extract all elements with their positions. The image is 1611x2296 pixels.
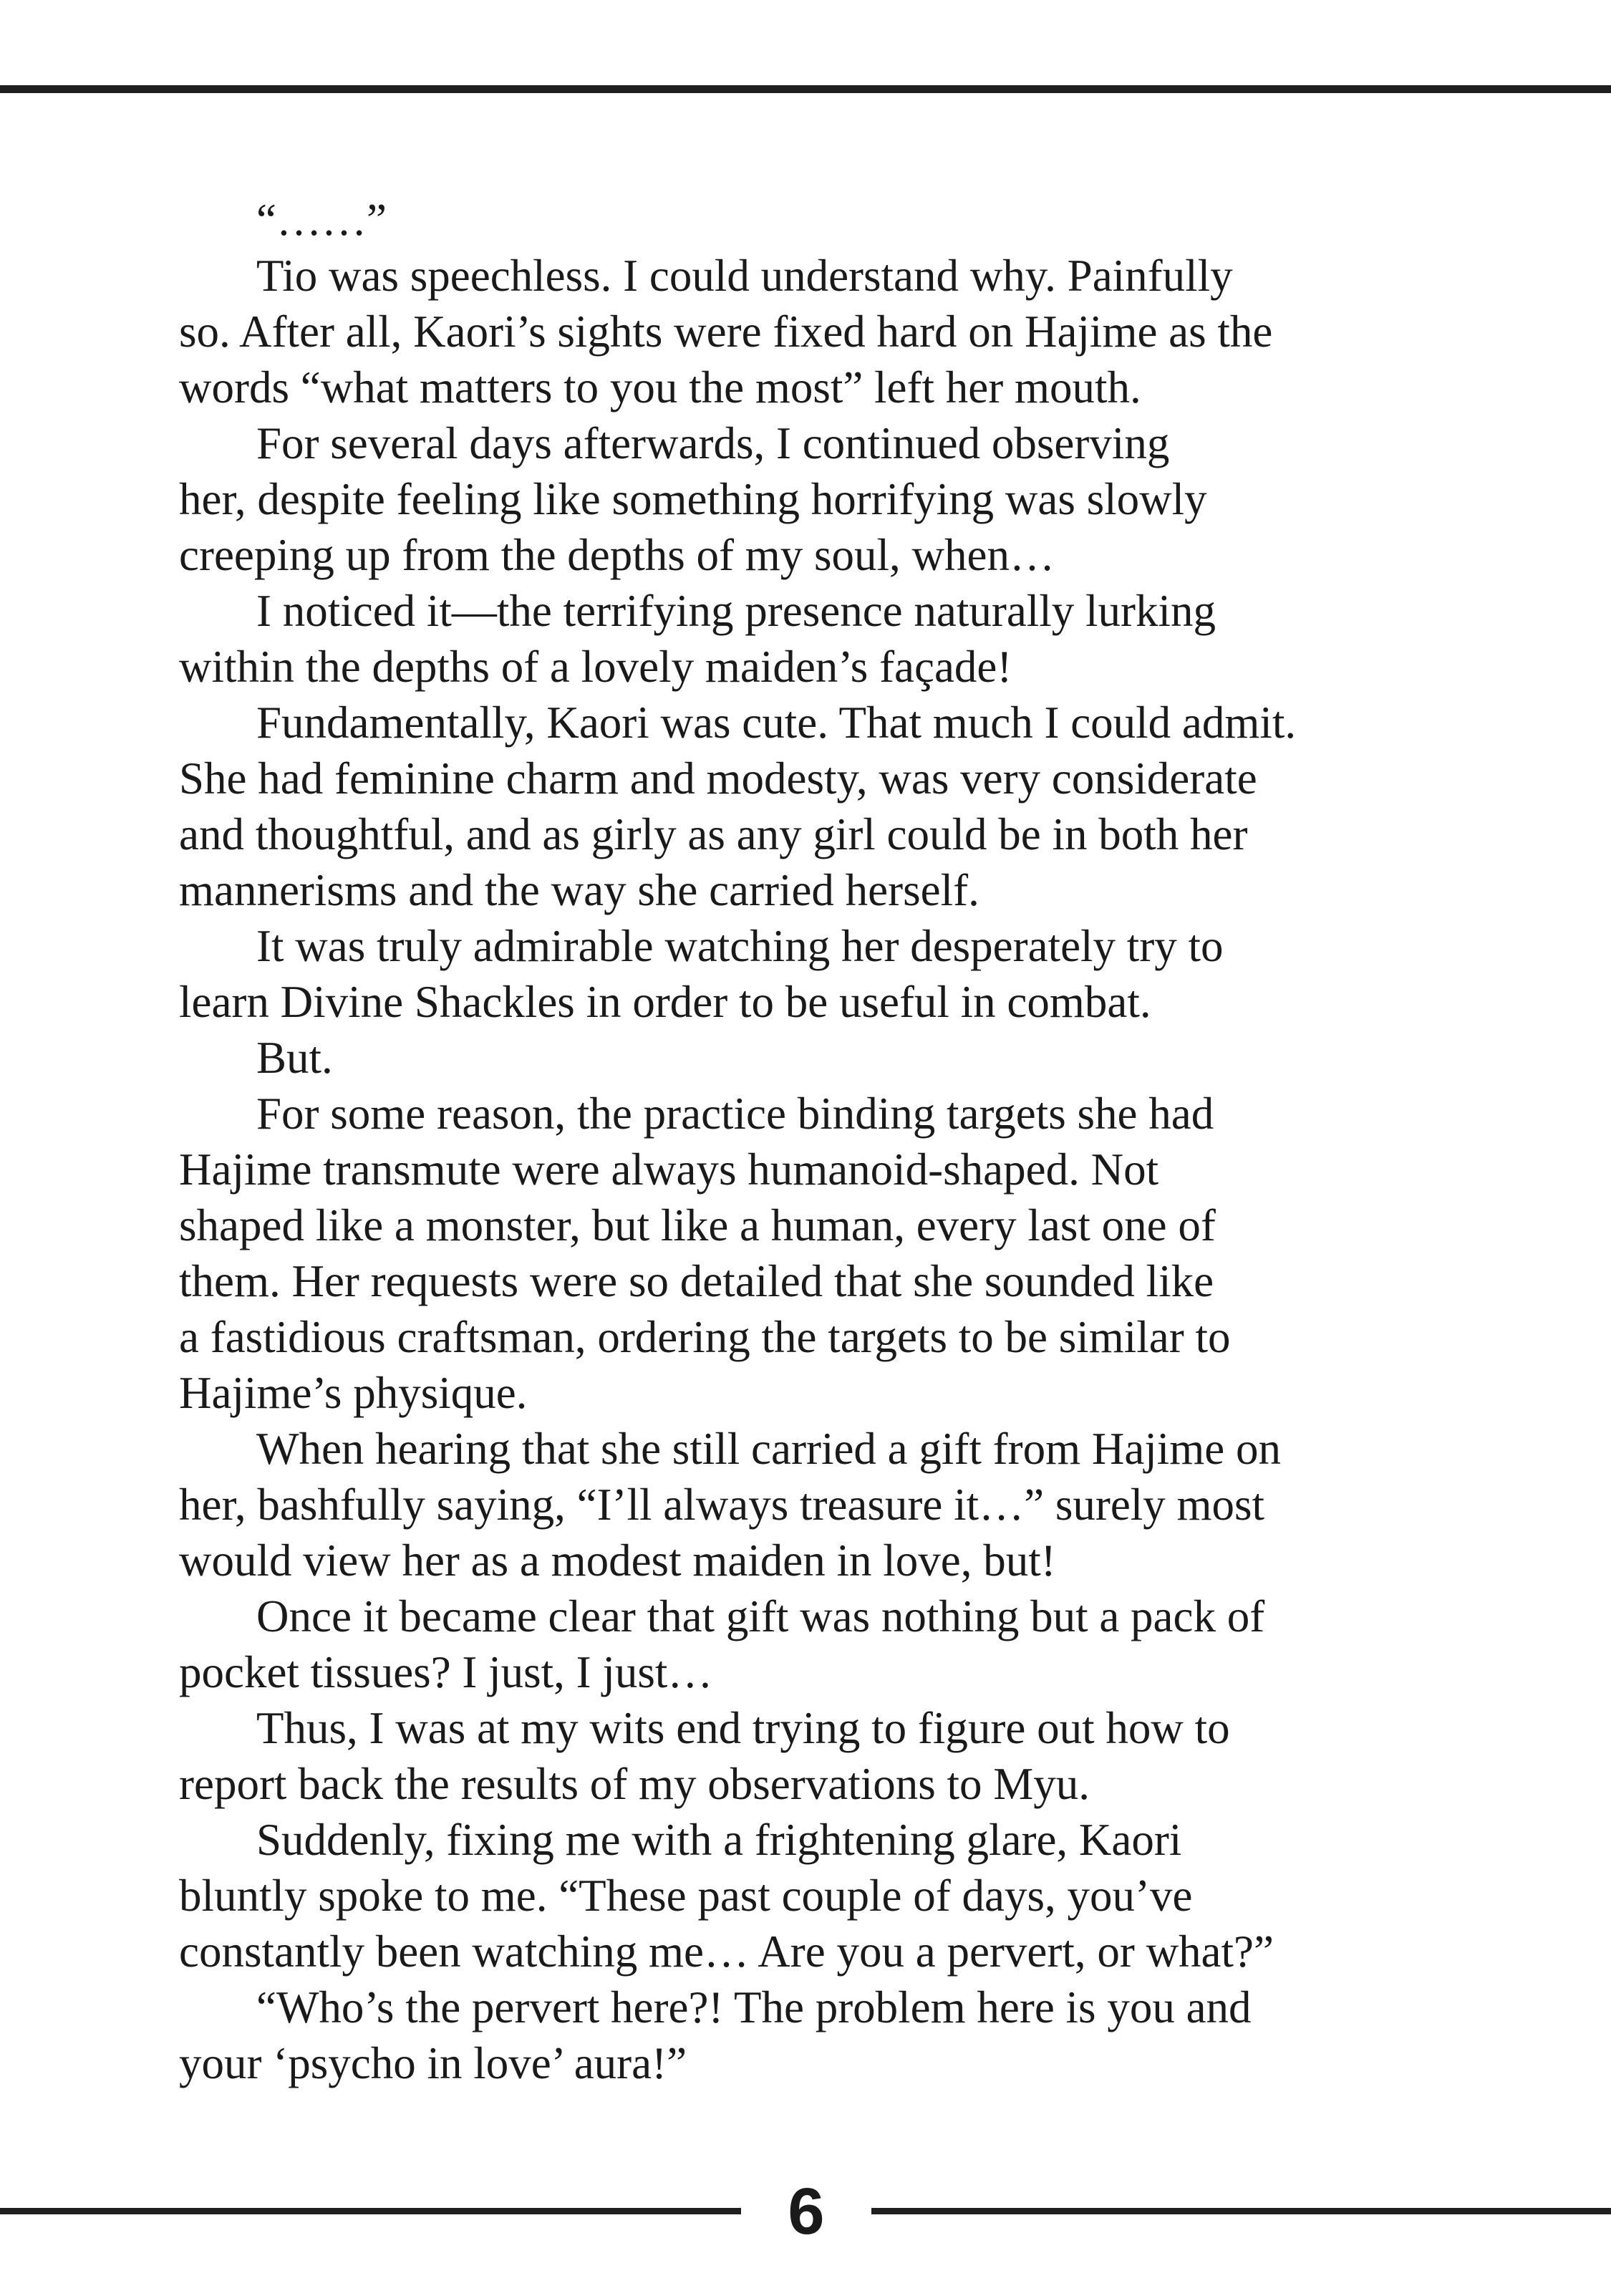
text-line: Thus, I was at my wits end trying to figure out how to [256, 1703, 1230, 1753]
text-line: Hajime’s physique. [179, 1368, 528, 1418]
text-line: For some reason, the practice binding targets she had [256, 1089, 1214, 1139]
text-line: would view her as a modest maiden in love, but! [179, 1535, 1056, 1586]
text-line: within the depths of a lovely maiden’s façade! [179, 642, 1012, 692]
text-line: and thoughtful, and as girly as any girl could be in both her [179, 809, 1248, 859]
text-line: mannerisms and the way she carried herself. [179, 865, 979, 915]
text-line: When hearing that she still carried a gift from Hajime on [256, 1424, 1282, 1474]
text-line: Tio was speechless. I could understand why. Painfully [256, 251, 1233, 301]
page-text [179, 192, 1382, 2091]
text-line: her, bashfully saying, “I’ll always treasure it…” surely most [179, 1480, 1265, 1530]
text-line: them. Her requests were so detailed that she sounded like [179, 1256, 1214, 1306]
text-line: “Who’s the pervert here?! The problem here is you and [256, 1982, 1252, 2032]
text-line: pocket tissues? I just, I just… [179, 1647, 713, 1697]
top-border-rule [0, 85, 1611, 93]
text-line: She had feminine charm and modesty, was very considerate [179, 753, 1257, 804]
text-line: learn Divine Shackles in order to be useful in combat. [179, 977, 1151, 1027]
page-number: 6 [788, 2175, 825, 2248]
text-line: creeping up from the depths of my soul, when… [179, 530, 1055, 580]
text-line: For several days afterwards, I continued observing [256, 418, 1170, 468]
text-line: bluntly spoke to me. “These past couple of days, you’ve [179, 1871, 1193, 1921]
text-line: your ‘psycho in love’ aura!” [179, 2038, 687, 2088]
text-line: a fastidious craftsman, ordering the targets to be similar to [179, 1312, 1231, 1362]
text-line: her, despite feeling like something horrifying was slowly [179, 474, 1207, 524]
text-line: “……” [256, 195, 387, 245]
footer-rule-left [0, 2208, 741, 2214]
text-line: Fundamentally, Kaori was cute. That much I could admit. [256, 698, 1297, 748]
text-line: report back the results of my observations to Myu. [179, 1759, 1090, 1809]
text-line: shaped like a monster, but like a human, every last one of [179, 1200, 1216, 1250]
text-line: Suddenly, fixing me with a frightening glare, Kaori [256, 1815, 1182, 1865]
text-line: Once it became clear that gift was nothing but a pack of [256, 1591, 1265, 1641]
text-line: It was truly admirable watching her desperately try to [256, 921, 1224, 971]
text-line: Hajime transmute were always humanoid-shaped. Not [179, 1144, 1159, 1195]
text-line: I noticed it—the terrifying presence naturally lurking [256, 586, 1216, 636]
text-line: words “what matters to you the most” left her mouth. [179, 362, 1141, 413]
text-line: so. After all, Kaori’s sights were fixed hard on Hajime as the [179, 307, 1273, 357]
text-line: But. [256, 1033, 333, 1083]
text-line: constantly been watching me… Are you a pervert, or what?” [179, 1926, 1274, 1977]
footer-rule-right [871, 2208, 1611, 2214]
